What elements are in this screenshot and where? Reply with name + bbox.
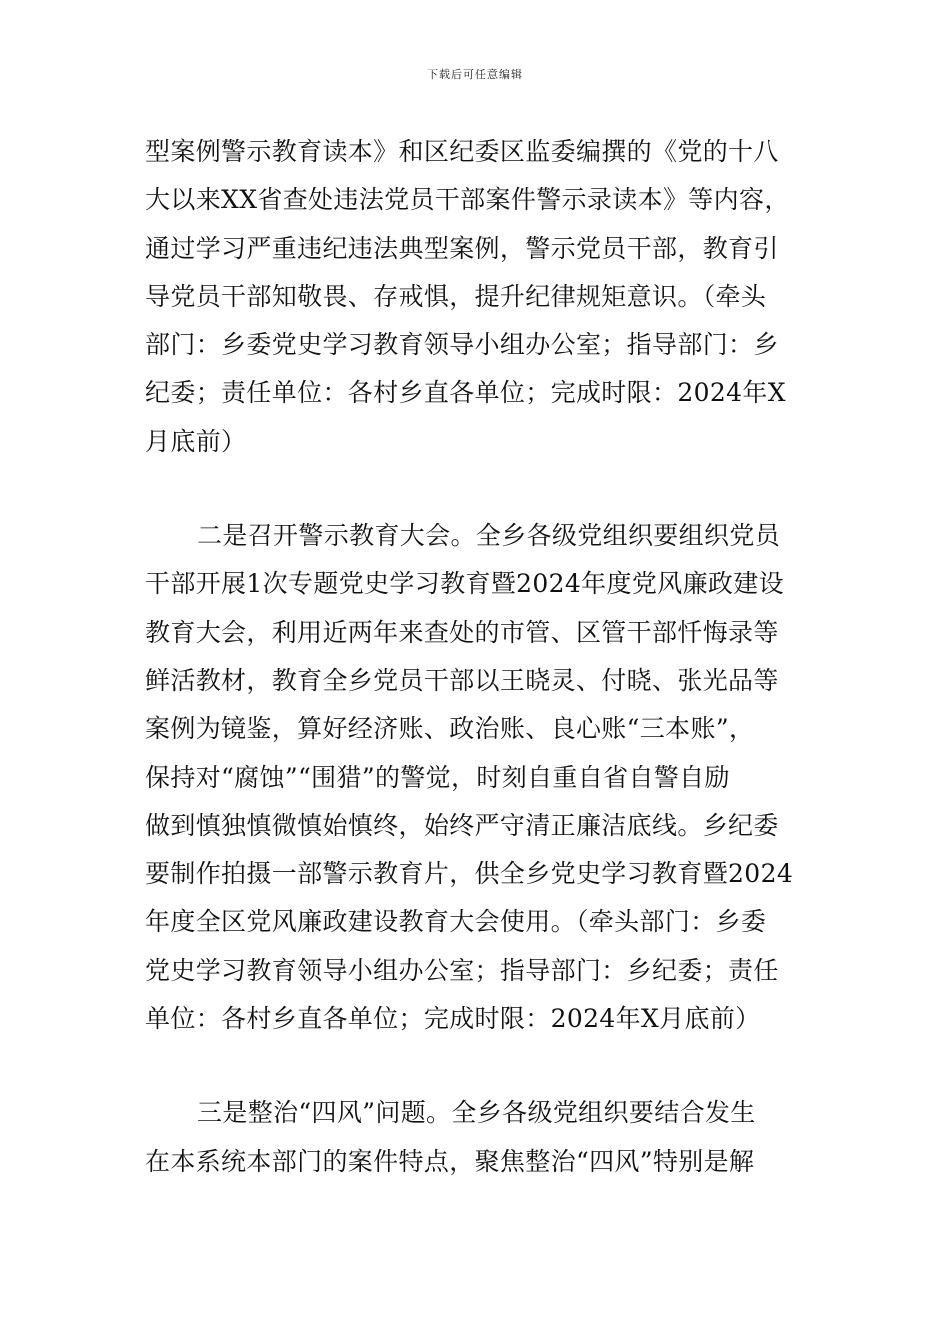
text-line: 在本系统本部门的案件特点，聚焦整治“四风”特别是解	[145, 1146, 755, 1176]
text-line: 导党员干部知敬畏、存戒惧，提升纪律规矩意识。（牵头	[145, 281, 767, 311]
text-line: 纪委；责任单位：各村乡直各单位；完成时限：2024年X	[145, 378, 786, 408]
text-line: 部门：乡委党史学习教育领导小组办公室；指导部门：乡	[145, 330, 779, 360]
text-line: 案例为镜鉴，算好经济账、政治账、良心账“三本账”，	[145, 714, 755, 744]
paragraph-four-winds	[145, 1089, 809, 1186]
paragraph-warning-conference	[145, 512, 809, 1043]
text-line: 做到慎独慎微慎始慎终，始终严守清正廉洁底线。乡纪委	[145, 810, 779, 840]
text-line: 年度全区党风廉政建设教育大会使用。（牵头部门：乡委	[145, 907, 767, 937]
text-line: 鲜活教材，教育全乡党员干部以王晓灵、付晓、张光品等	[145, 665, 779, 695]
text-line: 干部开展1次专题党史学习教育暨2024年度党风廉政建设	[145, 569, 784, 599]
text-line: 三是整治“四风”问题。全乡各级党组织要结合发生	[197, 1098, 756, 1128]
text-line: 月底前）	[145, 426, 247, 456]
text-line: 通过学习严重违纪违法典型案例，警示党员干部，教育引	[145, 233, 779, 263]
text-line: 大以来XX省查处违法党员干部案件警示录读本》等内容，	[145, 185, 790, 215]
header-note: 下载后可任意编辑	[427, 68, 523, 81]
text-line: 型案例警示教育读本》和区纪委区监委编撰的《党的十八	[145, 137, 779, 166]
text-line: 要制作拍摄一部警示教育片，供全乡党史学习教育暨2024	[145, 859, 794, 889]
paragraph-continued	[145, 128, 809, 466]
paragraph-spacer	[145, 466, 809, 512]
text-line: 保持对“腐蚀”“围猎”的警觉，时刻自重自省自警自励	[145, 762, 730, 792]
text-line: 教育大会，利用近两年来查处的市管、区管干部忏悔录等	[145, 617, 779, 647]
document-body	[145, 128, 809, 1186]
text-line: 党史学习教育领导小组办公室；指导部门：乡纪委；责任	[145, 955, 779, 985]
paragraph-spacer	[145, 1043, 809, 1089]
text-line: 单位：各村乡直各单位；完成时限：2024年X月底前）	[145, 1004, 761, 1034]
text-line: 二是召开警示教育大会。全乡各级党组织要组织党员	[197, 521, 781, 551]
